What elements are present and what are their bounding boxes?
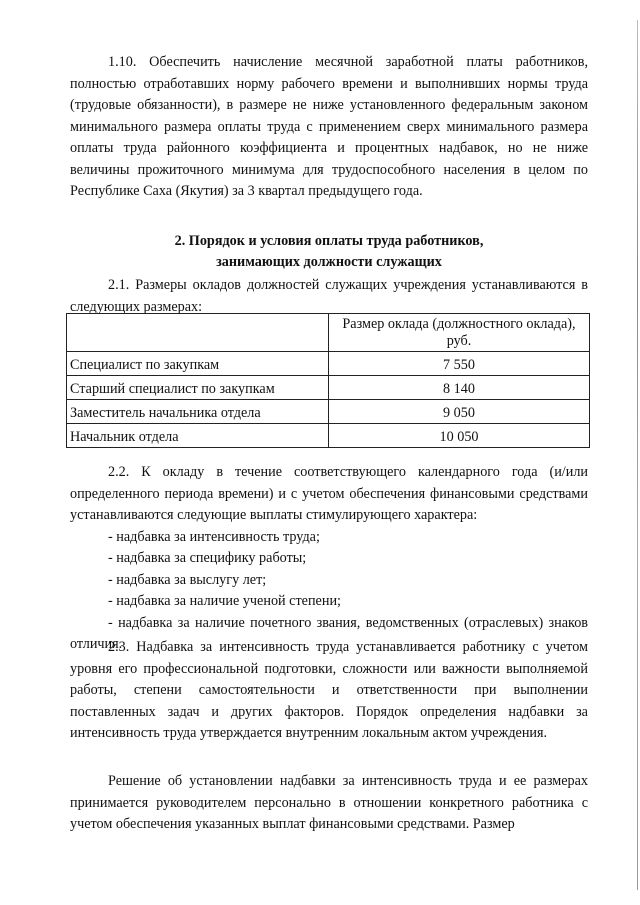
list-item: - надбавка за интенсивность труда; xyxy=(108,528,320,545)
table-cell-salary: 10 050 xyxy=(329,424,590,448)
table-row xyxy=(67,400,590,424)
table-cell-salary: 8 140 xyxy=(329,376,590,400)
heading-line-1: 2. Порядок и условия оплаты труда работников, xyxy=(174,233,484,249)
table-cell-position: Начальник отдела xyxy=(67,424,329,448)
list-item: - надбавка за наличие почетного звания, ведомственных (отраслевых) знаков отличия. xyxy=(70,614,588,652)
salary-table xyxy=(66,313,590,448)
table-header-row xyxy=(67,314,590,352)
table-header-salary: Размер оклада (должностного оклада), руб. xyxy=(329,314,590,352)
table-cell-position: Специалист по закупкам xyxy=(67,352,329,376)
paragraph-2-2: 2.2. К окладу в течение соответствующего календарного года (и/или определенного периода времени) и с учетом обеспечения финансовыми средствами устанавливаются следующие выплаты стимулирующего характера: xyxy=(70,464,588,523)
paragraph-2-2-block xyxy=(70,462,588,656)
list-item: - надбавка за наличие ученой степени; xyxy=(108,593,341,609)
paragraph-2-1: 2.1. Размеры окладов должностей служащих учреждения устанавливаются в следующих размерах: xyxy=(70,277,588,315)
table-row xyxy=(67,352,590,376)
paragraph-2-3: 2.3. Надбавка за интенсивность труда устанавливается работнику с учетом уровня его профессиональной подготовки, сложности или важности выполняемой работы, степени самостоятельности и ответственности при выполнении поставленных задач и других факторов. Порядок определения надбавки за интенсивность труда утверждается внутренним локальным актом учреждения. xyxy=(70,639,588,741)
table-header-position xyxy=(67,314,329,352)
table-row xyxy=(67,424,590,448)
paragraph-1-10: 1.10. Обеспечить начисление месячной заработной платы работников, полностью отработавших норму рабочего времени и выполнивших нормы труда (трудовые обязанности), в размере не ниже установленного федеральным законом минимального размера оплаты труда с применением сверх минимального размера оплаты труда районного коэффициента и процентных надбавок, но не ниже величины прожиточного минимума для трудоспособного населения в целом по Республике Саха (Якутия) за 3 квартал предыдущего года. xyxy=(70,54,588,199)
section-2-heading xyxy=(70,231,588,273)
table-row xyxy=(67,376,590,400)
list-item: - надбавка за выслугу лет; xyxy=(108,571,267,588)
heading-line-2: занимающих должности служащих xyxy=(216,254,442,270)
paragraph-decision: Решение об установлении надбавки за интенсивность труда и ее размерах принимается руководителем персонально в отношении конкретного работника с учетом обеспечения указанных выплат финансовыми средствами. Размер xyxy=(70,773,588,832)
list-item: - надбавка за специфику работы; xyxy=(108,550,307,566)
table-cell-salary: 9 050 xyxy=(329,400,590,424)
table-cell-position: Заместитель начальника отдела xyxy=(67,400,329,424)
table-cell-position: Старший специалист по закупкам xyxy=(67,376,329,400)
table-cell-salary: 7 550 xyxy=(329,352,590,376)
scan-edge-line xyxy=(637,20,638,890)
